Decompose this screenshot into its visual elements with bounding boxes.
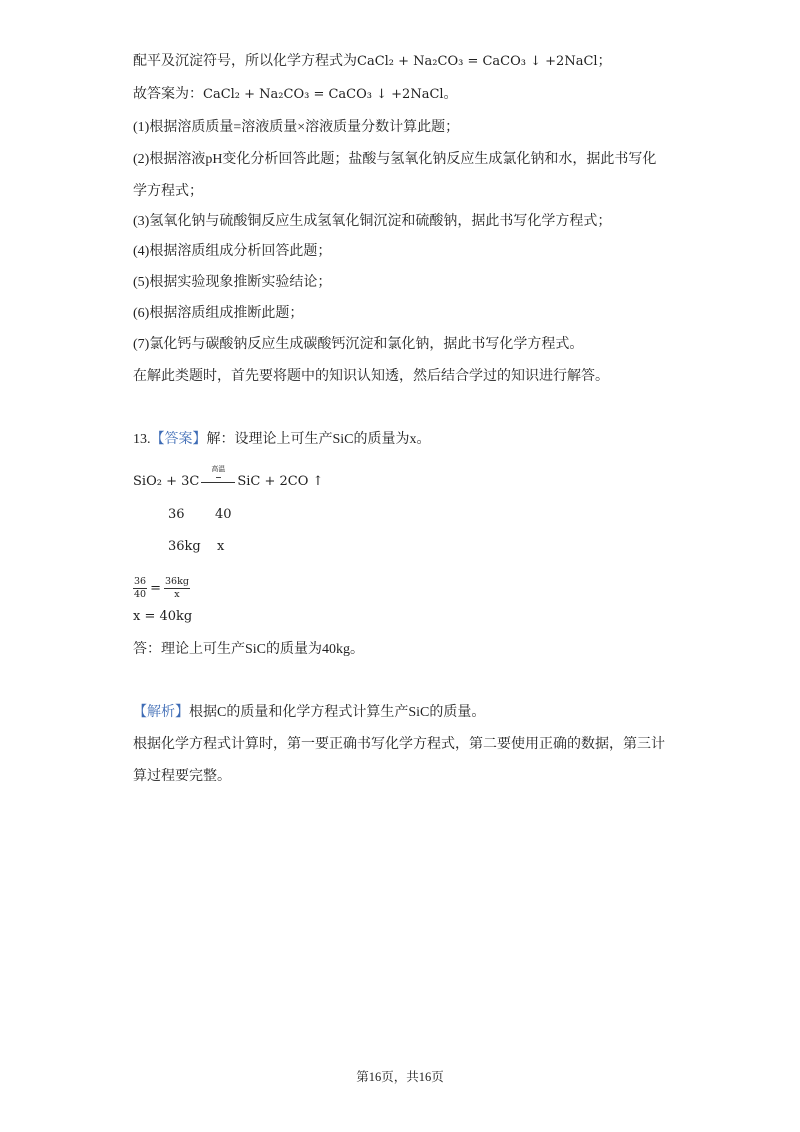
summary: 在解此类题时，首先要将题中的知识认知透，然后结合学过的知识进行解答。 xyxy=(133,369,609,384)
ratio-row-1 xyxy=(0,505,800,525)
reaction-condition xyxy=(201,465,235,490)
answer-intro: 解：设理论上可生产SiC的质量为x。 xyxy=(206,432,431,447)
line-end: 。 xyxy=(443,87,458,102)
page-footer: 第16页，共16页 xyxy=(356,1070,444,1084)
analysis-tag: 【解析】 xyxy=(133,705,189,720)
denominator: x xyxy=(174,589,180,600)
ratio-value: 36 xyxy=(168,507,185,522)
line-text: 配平及沉淀符号，所以化学方程式为 xyxy=(133,54,357,69)
result: x = 40kg xyxy=(133,609,193,624)
question-13-answer xyxy=(133,430,431,450)
answer-line xyxy=(133,85,458,105)
step-3: (3)氢氧化钠与硫酸铜反应生成氢氧化铜沉淀和硫酸钠，据此书写化学方程式； xyxy=(133,214,612,229)
ratio-value: 40 xyxy=(215,507,232,522)
reaction-equation xyxy=(133,465,324,492)
line-text: 故答案为： xyxy=(133,87,203,102)
conclusion: 答：理论上可生产SiC的质量为40kg。 xyxy=(133,642,365,657)
ratio-value: 36kg xyxy=(168,539,201,554)
equation-line-1 xyxy=(133,52,612,72)
ratio-value: x xyxy=(217,539,225,554)
note-line-1: 根据化学方程式计算时，第一要正确书写化学方程式，第二要使用正确的数据，第三计 xyxy=(133,737,665,752)
step-5: (5)根据实验现象推断实验结论； xyxy=(133,275,332,290)
chemical-equation: CaCl₂ + Na₂CO₃ = CaCO₃ ↓ +2NaCl xyxy=(203,87,444,102)
fraction-left xyxy=(133,576,147,601)
equals-sign: = xyxy=(150,580,161,596)
proportion-expression xyxy=(133,574,190,604)
numerator: 36kg xyxy=(165,576,189,587)
question-number: 13. xyxy=(133,432,151,447)
step-4: (4)根据溶质组成分析回答此题； xyxy=(133,244,332,259)
step-7: (7)氯化钙与碳酸钠反应生成碳酸钙沉淀和氯化钠，据此书写化学方程式。 xyxy=(133,337,584,352)
reaction xyxy=(133,465,324,492)
answer-tag: 【答案】 xyxy=(150,432,207,447)
condition-line xyxy=(201,482,235,483)
products: SiC + 2CO ↑ xyxy=(237,474,324,489)
analysis-text: 根据C的质量和化学方程式计算生产SiC的质量。 xyxy=(189,705,486,720)
condition-label: 高温 xyxy=(211,465,226,473)
note-line-2: 算过程要完整。 xyxy=(133,769,231,784)
step-2-line-2: 学方程式； xyxy=(133,184,203,199)
reactants: SiO₂ + 3C xyxy=(133,474,200,489)
step-6: (6)根据溶质组成推断此题； xyxy=(133,306,304,321)
line-end: ； xyxy=(597,54,612,69)
analysis-line xyxy=(133,703,485,723)
proportion xyxy=(133,566,190,600)
fraction-right xyxy=(164,576,190,601)
denominator: 40 xyxy=(134,589,147,600)
numerator: 36 xyxy=(134,576,147,587)
ratio-row-2 xyxy=(0,537,800,557)
chemical-equation: CaCl₂ + Na₂CO₃ = CaCO₃ ↓ +2NaCl xyxy=(357,54,598,69)
step-1: (1)根据溶质质量=溶液质量×溶液质量分数计算此题； xyxy=(133,120,460,135)
step-2-line-1: (2)根据溶液pH变化分析回答此题；盐酸与氢氧化钠反应生成氯化钠和水，据此书写化 xyxy=(133,152,657,167)
condition-mark xyxy=(216,477,221,478)
